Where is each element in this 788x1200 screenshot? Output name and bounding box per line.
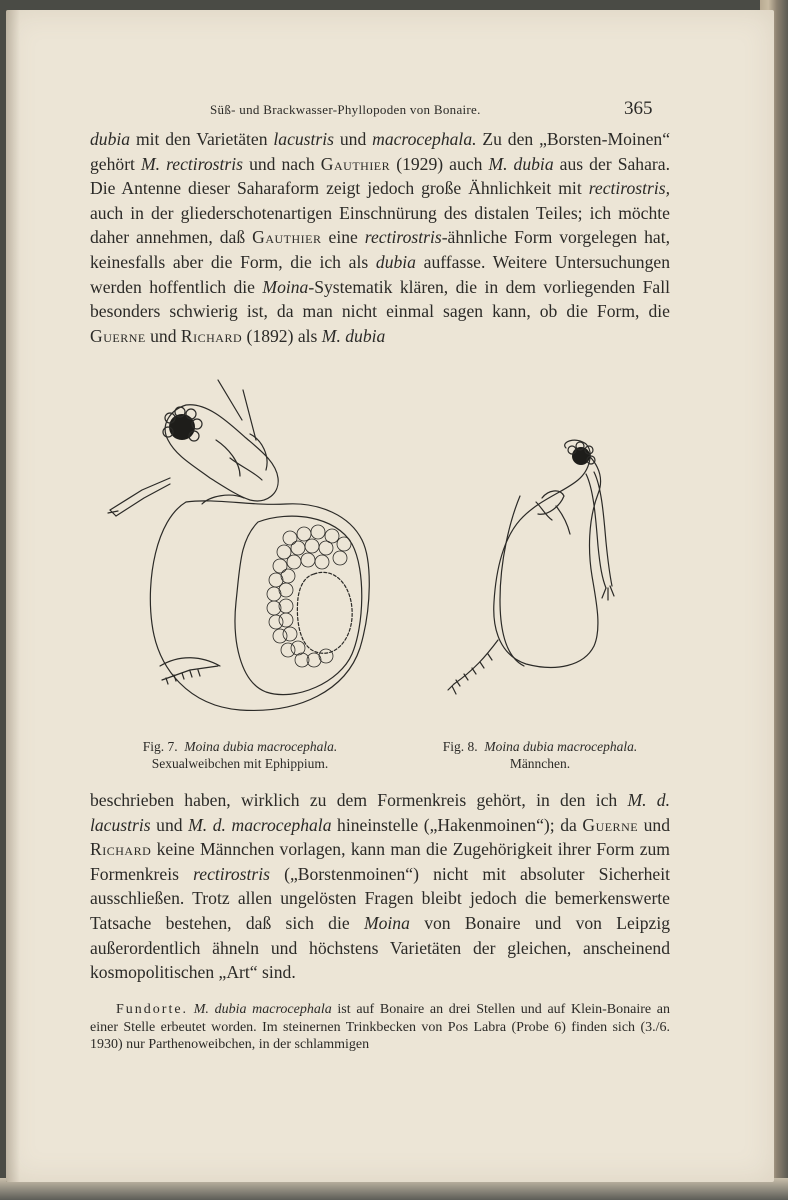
page-number: 365 <box>624 98 653 119</box>
running-head: Süß- und Brackwasser-Phyllopoden von Bonaire. <box>210 102 481 117</box>
text-span: und <box>334 129 373 149</box>
text-span: ist auf Bonaire an drei Stellen und auf Klein-Bonaire an einer Stelle erbeutet worden. Im steinernen Trinkbecken von Pos Labra (Probe 6) finden sich (3./6. 1930) nur Parthenoweibchen, in der schlammigen <box>90 1002 670 1052</box>
author-name: Gauthier <box>320 153 391 174</box>
fig7-label: Fig. 7. <box>142 739 178 754</box>
author-name: Guerne <box>582 814 639 835</box>
ephippium-mesh <box>267 525 351 667</box>
text-span: auch in der gliederschotenartigen Einschnürung des distalen Teiles; ich möchte daher annehmen, daß <box>90 202 670 248</box>
text-span: aus der Sahara. Die Antenne dieser Saharaform zeigt jedoch große Ähnlichkeit mit <box>90 153 670 199</box>
text-span: beschrieben haben, wirklich zu dem Formenkreis gehört, in den ich <box>90 790 628 810</box>
author-name: Richard <box>90 839 152 860</box>
text-span: Moina <box>262 276 309 297</box>
text-span: M. d. macrocephala <box>188 814 332 835</box>
text-span: eine <box>321 227 365 248</box>
text-span: und <box>145 325 181 346</box>
text-span: („Borstenmoinen“) nicht mit absoluter Sicherheit ausschließen. Trotz allen ungelösten Fragen bleibt jedoch die bemerkenswerte Tatsache bestehen, daß sich die <box>90 863 670 933</box>
text-span: -Systematik klären, die in dem vorliegenden Fall besonders schwierig ist, da man nicht einmal sagen kann, ob die Form, die <box>90 276 670 322</box>
fig8-species: Moina dubia macrocephala. <box>484 739 638 754</box>
fig8-label: Fig. 8. <box>442 739 478 754</box>
page-gutter-shadow <box>6 10 20 1182</box>
text-span: von Bonaire und von Leipzig außerordentlich ähneln und höchstens Varietäten der gleichen, anscheinend kosmopolitischen „Art“ sind. <box>90 912 670 983</box>
author-name: Guerne <box>90 325 146 346</box>
fig8-drawing <box>448 440 614 694</box>
text-span: -ähnliche Form vorgelegen hat, keinesfalls aber die Form, die ich als <box>90 227 670 272</box>
text-span: lacustris <box>273 129 334 149</box>
text-span: M. dubia <box>488 153 554 174</box>
text-span: auffasse. Weitere Untersuchungen werden hoffentlich die <box>90 251 670 297</box>
figure-illustrations <box>90 370 650 730</box>
text-span: mit den Varietäten <box>130 129 274 149</box>
text-span: Moina <box>363 912 410 933</box>
text-span: Zu den „Borsten-Moinen“ gehört <box>90 129 671 174</box>
author-name: Richard <box>180 325 243 346</box>
paragraph-3-small-print <box>90 1001 670 1054</box>
text-span: rectirostris <box>364 227 442 248</box>
figure-7-caption <box>90 738 390 772</box>
text-span: keine Männchen vorlagen, kann man die Zugehörigkeit ihrer Form zum Formenkreis <box>90 839 670 884</box>
fig7-species: Moina dubia macrocephala. <box>184 739 338 754</box>
text-span: dubia <box>375 251 416 272</box>
text-span: und <box>638 814 671 835</box>
text-span: M. dubia <box>321 325 386 346</box>
paragraph-2 <box>90 788 670 985</box>
fig8-subtitle: Männchen. <box>509 756 571 771</box>
section-lead: Fundorte. <box>116 1002 189 1017</box>
fig7-drawing <box>108 380 369 710</box>
text-span: M. dubia macrocephala <box>193 1002 332 1017</box>
text-span: und nach <box>243 153 321 174</box>
text-span: (1892) als <box>242 325 322 346</box>
paragraph-1 <box>90 127 670 348</box>
text-span: macrocephala. <box>372 129 477 149</box>
text-span: und <box>150 814 189 835</box>
text-span: dubia <box>90 129 131 149</box>
text-span: M. rectirostris <box>141 153 244 174</box>
text-span: rectirostris, <box>588 178 670 199</box>
text-span: (1929) auch <box>390 153 489 174</box>
eye-icon <box>169 414 195 440</box>
text-span: rectirostris <box>193 863 270 884</box>
author-name: Gauthier <box>252 227 322 248</box>
text-span: hineinstelle („Hakenmoinen“); da <box>331 814 583 835</box>
fig7-subtitle: Sexualweibchen mit Ephippium. <box>151 756 329 771</box>
figure-8-caption <box>390 738 690 772</box>
text-span: M. d. lacustris <box>90 790 671 835</box>
